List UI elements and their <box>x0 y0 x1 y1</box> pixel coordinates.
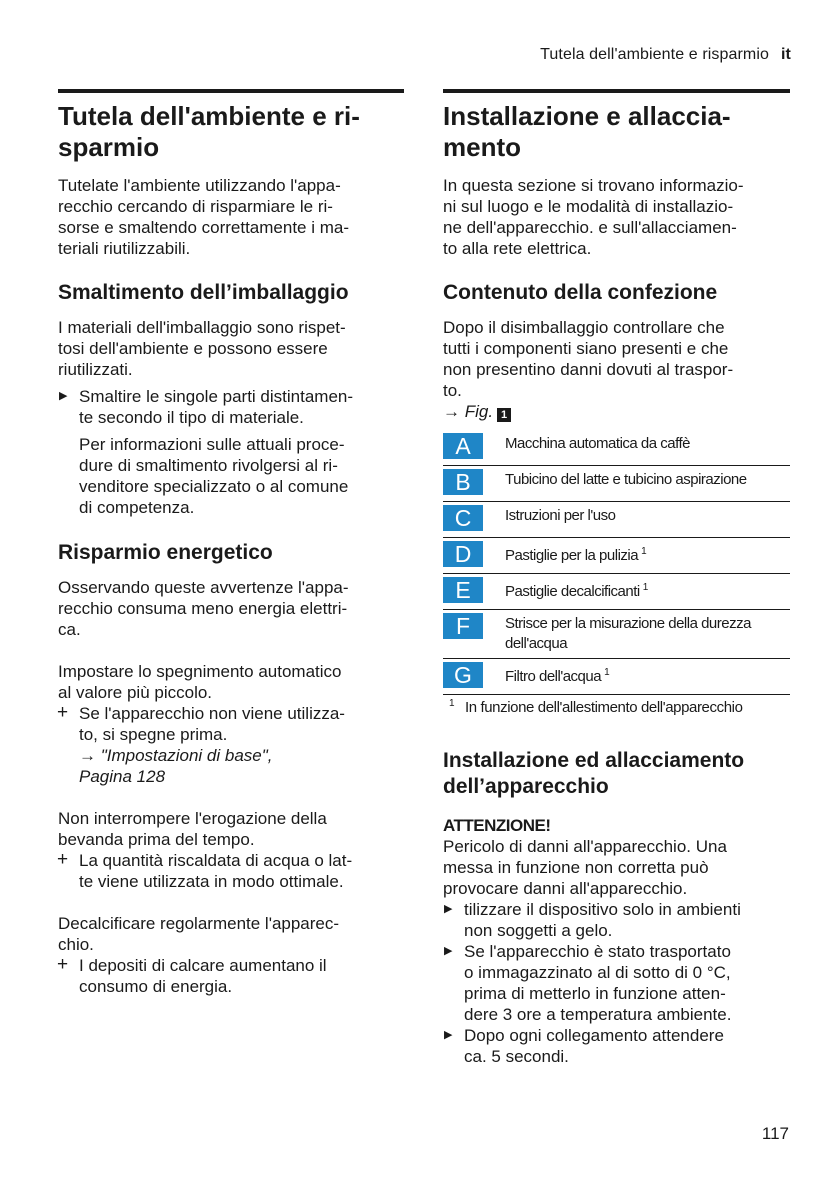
install-bullet-list <box>443 899 790 1067</box>
triangle-bullet-icon: ▶ <box>59 390 68 402</box>
item-label <box>505 468 747 490</box>
energy-benefit-3-text: I depositi di calcare aumentano il consumo di energia. <box>79 956 327 996</box>
plus-icon: + <box>57 849 69 870</box>
language-code: it <box>781 46 791 63</box>
item-label <box>505 661 609 687</box>
item-label <box>505 612 751 654</box>
page-number: 117 <box>761 1124 789 1143</box>
figure-label: Fig. <box>464 402 494 421</box>
table-row <box>443 466 790 502</box>
table-row <box>443 502 790 538</box>
item-label <box>505 576 648 602</box>
item-letter-badge: A <box>443 433 483 459</box>
energy-intro: Osservando queste avvertenze l'appa- recchio consuma meno energia elettri- ca. <box>58 578 349 639</box>
contents-table <box>443 430 790 695</box>
section-rule <box>443 89 790 93</box>
energy-tip-autooff: Impostare lo spegnimento automatico al valore più piccolo. <box>58 662 342 702</box>
energy-benefit-2 <box>58 850 404 892</box>
warning-heading: ATTENZIONE! <box>443 816 551 835</box>
installation-intro: In questa sezione si trovano informazio- ni sul luogo e le modalità di installazio- ne dell'apparecchio. e sull'allacciamen- to alla rete elettrica. <box>443 176 744 258</box>
item-label-text: Filtro dell'acqua <box>505 668 602 685</box>
install-bullet-text: Se l'apparecchio è stato trasportato o immagazzinato al di sotto di 0 °C, prima di metterlo in funzione atten- dere 3 ore a temperatura ambiente. <box>464 942 732 1024</box>
item-letter-badge: D <box>443 541 483 567</box>
item-letter-badge: E <box>443 577 483 603</box>
settings-reference-link[interactable]: → "Impostazioni di base", Pagina 128 <box>79 746 273 786</box>
header-title: Tutela dell'ambiente e risparmio <box>540 46 770 63</box>
energy-tip-dispense: Non interrompere l'erogazione della bevanda prima del tempo. <box>58 809 327 849</box>
footnote-text: In funzione dell'allestimento dell'apparecchio <box>465 699 743 716</box>
packaging-bullet-text: Smaltire le singole parti distintamen- te secondo il tipo di materiale. <box>79 387 354 427</box>
subsection-title-contents: Contenuto della confezione <box>443 281 718 304</box>
subsection-title-energy: Risparmio energetico <box>58 541 273 564</box>
item-label-text: Strisce per la misurazione della durezza dell'acqua <box>505 615 751 652</box>
energy-tip-descale: Decalcificare regolarmente l'apparec- chio. <box>58 914 340 954</box>
item-label-text: Macchina automatica da caffè <box>505 435 691 452</box>
triangle-bullet-icon: ▶ <box>444 945 453 957</box>
energy-benefit-2-text: La quantità riscaldata di acqua o lat- te viene utilizzata in modo ottimale. <box>79 851 353 891</box>
item-label <box>505 540 646 566</box>
install-bullet <box>443 899 790 941</box>
install-bullet <box>443 941 790 1025</box>
contents-text: Dopo il disimballaggio controllare che tutti i componenti siano presenti e che non presentino danni dovuti al traspor- to. <box>443 318 734 400</box>
environment-intro: Tutelate l'ambiente utilizzando l'appa- recchio cercando di risparmiare le ri- sorse e smaltendo correttamente i ma- teriali riutilizzabili. <box>58 176 350 258</box>
item-letter-badge: F <box>443 613 483 639</box>
warning-text: Pericolo di danni all'apparecchio. Una messa in funzione non corretta può provocare danni all'apparecchio. <box>443 837 727 898</box>
energy-benefit-3 <box>58 955 404 997</box>
triangle-bullet-icon: ▶ <box>444 1029 453 1041</box>
packaging-bullet <box>58 386 404 428</box>
energy-benefit-1-text: Se l'apparecchio non viene utilizza- to, si spegne prima. <box>79 704 345 744</box>
running-header <box>540 46 791 64</box>
left-column <box>58 89 404 997</box>
figure-reference <box>443 401 790 422</box>
item-label-text: Pastiglie per la pulizia <box>505 547 639 564</box>
triangle-bullet-icon: ▶ <box>444 903 453 915</box>
install-bullet-text: Dopo ogni collegamento attendere ca. 5 secondi. <box>464 1026 724 1066</box>
table-footnote <box>443 699 790 717</box>
item-label-text: Tubicino del latte e tubicino aspirazione <box>505 471 747 488</box>
footnote-ref: 1 <box>604 667 610 678</box>
item-letter-badge: G <box>443 662 483 688</box>
item-label-text: Istruzioni per l'uso <box>505 507 616 524</box>
arrow-icon: → <box>443 402 460 421</box>
item-letter-badge: B <box>443 469 483 495</box>
packaging-info: Per informazioni sulle attuali proce- dure di smaltimento rivolgersi al ri- venditore specializzato o al comune di competenza. <box>79 435 349 517</box>
section-title-environment: Tutela dell'ambiente e ri- sparmio <box>58 101 360 162</box>
item-label <box>505 504 615 526</box>
table-row <box>443 574 790 610</box>
subsection-title-install: Installazione ed allacciamento dell’apparecchio <box>443 749 745 798</box>
packaging-text: I materiali dell'imballaggio sono rispet- tosi dell'ambiente e possono essere riutilizzati. <box>58 318 346 379</box>
plus-icon: + <box>57 702 69 723</box>
install-bullet <box>443 1025 790 1067</box>
right-column <box>443 89 790 1067</box>
table-row <box>443 659 790 695</box>
item-label <box>505 432 690 454</box>
footnote-ref: 1 <box>642 582 648 593</box>
table-row <box>443 610 790 659</box>
item-letter-badge: C <box>443 505 483 531</box>
section-rule <box>58 89 404 93</box>
subsection-title-packaging: Smaltimento dell’imballaggio <box>58 281 349 304</box>
footnote-mark: 1 <box>449 698 455 709</box>
install-bullet-text: tilizzare il dispositivo solo in ambienti non soggetti a gelo. <box>464 900 741 940</box>
plus-icon: + <box>57 954 69 975</box>
section-title-installation: Installazione e allaccia- mento <box>443 101 731 162</box>
figure-number-badge: 1 <box>497 408 511 422</box>
footnote-ref: 1 <box>641 546 647 557</box>
item-label-text: Pastiglie decalcificanti <box>505 583 640 600</box>
table-row <box>443 538 790 574</box>
table-row <box>443 430 790 466</box>
energy-benefit-1 <box>58 703 404 745</box>
